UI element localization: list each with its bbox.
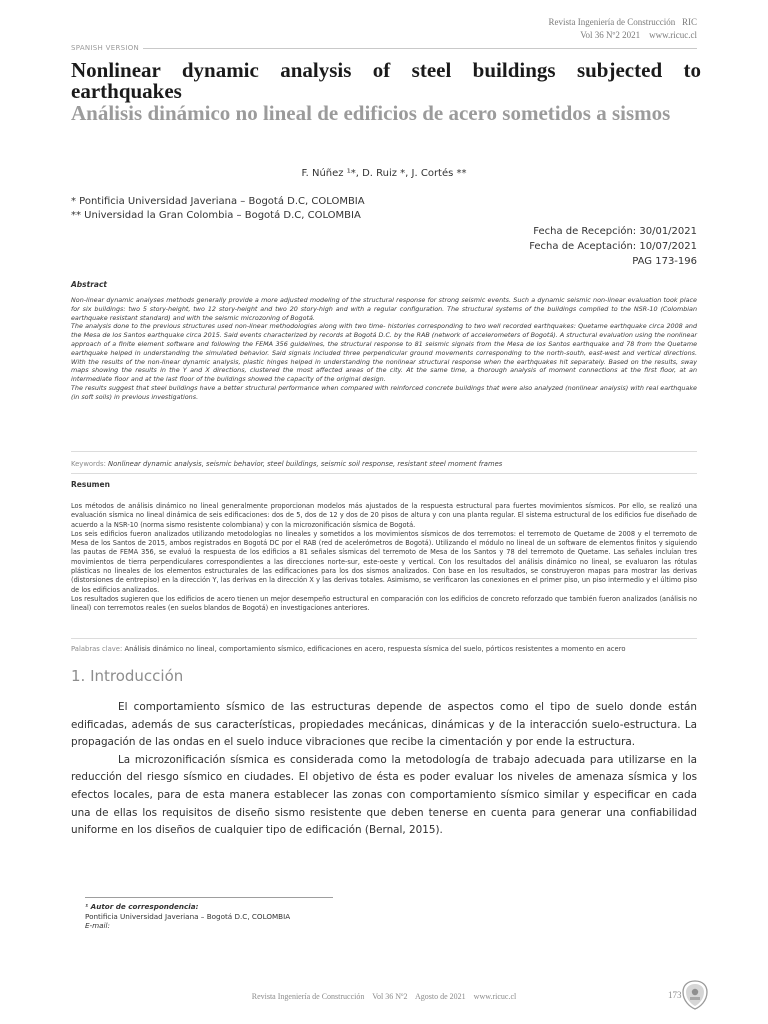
divider: [71, 638, 697, 639]
palabras-clave: [71, 645, 697, 653]
footnote-affiliation: Pontificia Universidad Javeriana – Bogotá D.C, COLOMBIA: [85, 911, 291, 921]
title-spanish: Análisis dinámico no lineal de edificios de acero sometidos a sismos: [71, 101, 671, 125]
title-english: Nonlinear dynamic analysis of steel buildings subjected to earthquakes: [71, 58, 701, 103]
body-paragraph: El comportamiento sísmico de las estructuras depende de aspectos como el tipo de suelo donde están edificadas, además de sus características, propiedades mecánicas, dinámicas y de la interacción suelo-estructura. La propagación de las ondas en el suelo induce vibraciones que recibe la cimentación y por ende la estructura.: [71, 701, 697, 749]
footnote-label: ¹ Autor de correspondencia:: [85, 902, 199, 911]
keywords-text: Nonlinear dynamic analysis, seismic behavior, steel buildings, seismic soil response, resistant steel moment frames: [108, 460, 503, 468]
resumen-paragraph: Los resultados sugieren que los edificios de acero tienen un mejor desempeño estructural en comparación con los edificios de concreto reforzado que también fueron analizados (análisis no lineal) con terremotos reales (en suelos blandos de Bogotá) en investigaciones anteriores.: [71, 594, 697, 613]
section-heading-introduccion: 1. Introducción: [71, 667, 184, 685]
version-line: [71, 44, 697, 52]
palabras-clave-text: Análisis dinámico no lineal, comportamiento sísmico, edificaciones en acero, respuesta sísmica del suelo, pórticos resistentes a momento en acero: [124, 645, 626, 653]
abstract-heading: Abstract: [71, 280, 108, 289]
journal-header: [549, 16, 697, 42]
page-number: 173: [668, 990, 682, 1000]
divider: [71, 473, 697, 474]
footnote-email: E-mail:: [85, 921, 110, 931]
page-range: PAG 173-196: [632, 256, 697, 267]
keywords: [71, 460, 697, 468]
palabras-clave-label: Palabras clave:: [71, 645, 123, 653]
resumen-body: [71, 502, 697, 614]
abstract-body: [71, 296, 697, 402]
affiliation-2: ** Universidad la Gran Colombia – Bogotá D.C, COLOMBIA: [71, 210, 361, 221]
university-seal-icon: [682, 980, 708, 1010]
version-label: SPANISH VERSION: [71, 44, 140, 52]
divider: [71, 451, 697, 452]
affiliation-1: * Pontificia Universidad Javeriana – Bogotá D.C, COLOMBIA: [71, 196, 365, 207]
resumen-heading: Resumen: [71, 480, 110, 489]
journal-volume: Vol 36 Nº2 2021: [580, 30, 641, 40]
body-paragraph: La microzonificación sísmica es considerada como la metodología de trabajo adecuada para utilizarse en la reducción del riesgo sísmico en ciudades. El objetivo de ésta es poder evaluar los niveles de amenaza sísmica y los efectos locales, para de esta manera establecer las zonas con comportamiento sísmico similar y especificar en cada una de ellas los requisitos de diseño sismo resistente que deben tenerse en cuenta para generar una confiabilidad uniforme en los diseños de cualquier tipo de edificación (Bernal, 2015).: [71, 753, 697, 837]
journal-website[interactable]: www.ricuc.cl: [649, 30, 697, 40]
date-accepted: Fecha de Aceptación: 10/07/2021: [529, 241, 697, 252]
abstract-paragraph: The results suggest that steel buildings have a better structural performance when compared with reinforced concrete buildings that were also analyzed (nonlinear analysis) with real earthquake (in soft soils) in previous investigations.: [71, 383, 697, 401]
abstract-paragraph: The analysis done to the previous structures used non-linear methodologies along with two time- histories corresponding to two well recorded earthquakes: Quetame earthquake circa 2008 and the Mesa de los Santos earthquake circa 2015. Said events characterized by records at Bogotá D.C. by the RAB (network of accelerometers of Bogotá). A structural evaluation using the nonlinear approach of a finite element software and following the FEMA 356 guidelines, the structural response to 81 seismic signals from the Mesa de los Santos earthquake and 78 from the Quetame earthquake helped in understanding the simulated behavior. Said signals included three perpendicular ground movements corresponding to the north-south, east-west and vertical directions. With the results of the non-linear dynamic analysis, plastic hinges helped in understanding the nonlinear structural response when the earthquakes hit separately. Based on the results, sway maps showing the results in the Y and X directions, clustered the most affected areas of the city. At the same time, a thorough analysis of moment connections at the first floor, at an intermediate floor and at the last floor of the buildings showed the capacity of the original design.: [71, 322, 697, 384]
abstract-paragraph: Non-linear dynamic analyses methods generally provide a more adjusted modeling of the structural response for strong seismic events. Such a dynamic seismic non-linear evaluation took place for six buildings: two 5 story-height, two 12 story-height and two 20 story-high and with a regular configuration. The structural systems of the buildings complied to the NSR-10 (Colombian earthquake resistant standard) and with the seismic microzoning of Bogotá.: [71, 296, 697, 322]
publication-dates: [529, 224, 697, 269]
keywords-label: Keywords:: [71, 460, 106, 468]
date-received: Fecha de Recepción: 30/01/2021: [533, 226, 697, 237]
introduction-body: [71, 699, 697, 840]
author-list: F. Núñez ¹*, D. Ruiz *, J. Cortés **: [301, 168, 467, 179]
footnote-rule: [85, 897, 333, 898]
journal-abbr: RIC: [681, 17, 697, 27]
version-rule: [143, 48, 697, 49]
resumen-paragraph: Los seis edificios fueron analizados utilizando metodologías no lineales y sometidos a los movimientos sísmicos de dos terremotos: el terremoto de Quetame de 2008 y el terremoto de Mesa de los Santos de 2015, ambos registrados en Bogotá DC por el RAB (red de acelerómetros de Bogotá). Utilizando el módulo no lineal de un software de elementos finitos y siguiendo las pautas de FEMA 356, se evaluó la respuesta de los edificios a 81 señales sísmicas del terremoto de Mesa de los Santos y 78 del terremoto de Quetame. Las señales incluían tres movimientos de tierra perpendiculares correspondientes a las direcciones norte-sur, este-oeste y vertical. Con los resultados del análisis dinámico no lineal, se evaluaron las rótulas plásticas no lineales de los elementos estructurales de las edificaciones para los dos sismos analizados. Con base en los resultados, se construyeron mapas para mostrar las derivas (distorsiones de entrepiso) en la dirección Y, las derivas en la dirección X y las derivas totales. Asimismo, se verificaron las conexiones en el primer piso, un piso intermedio y el último piso de los edificios analizados.: [71, 529, 697, 594]
page-footer: Revista Ingeniería de Construcción Vol 36 Nº2 Agosto de 2021 www.ricuc.cl: [251, 992, 517, 1001]
journal-name: Revista Ingeniería de Construcción: [548, 17, 676, 27]
resumen-paragraph: Los métodos de análisis dinámico no lineal generalmente proporcionan modelos más ajustados de la respuesta estructural para fuertes movimientos sísmicos. Por ello, se realizó una evaluación sísmica no lineal dinámica de seis edificaciones: dos de 5, dos de 12 y dos de 20 pisos de altura y con una planta regular. El sistema estructural de los edificios fue diseñado de acuerdo a la NSR-10 (norma sismo resistente colombiana) y con la microzonificación sísmica de Bogotá.: [71, 502, 697, 529]
footnote: [85, 902, 290, 931]
